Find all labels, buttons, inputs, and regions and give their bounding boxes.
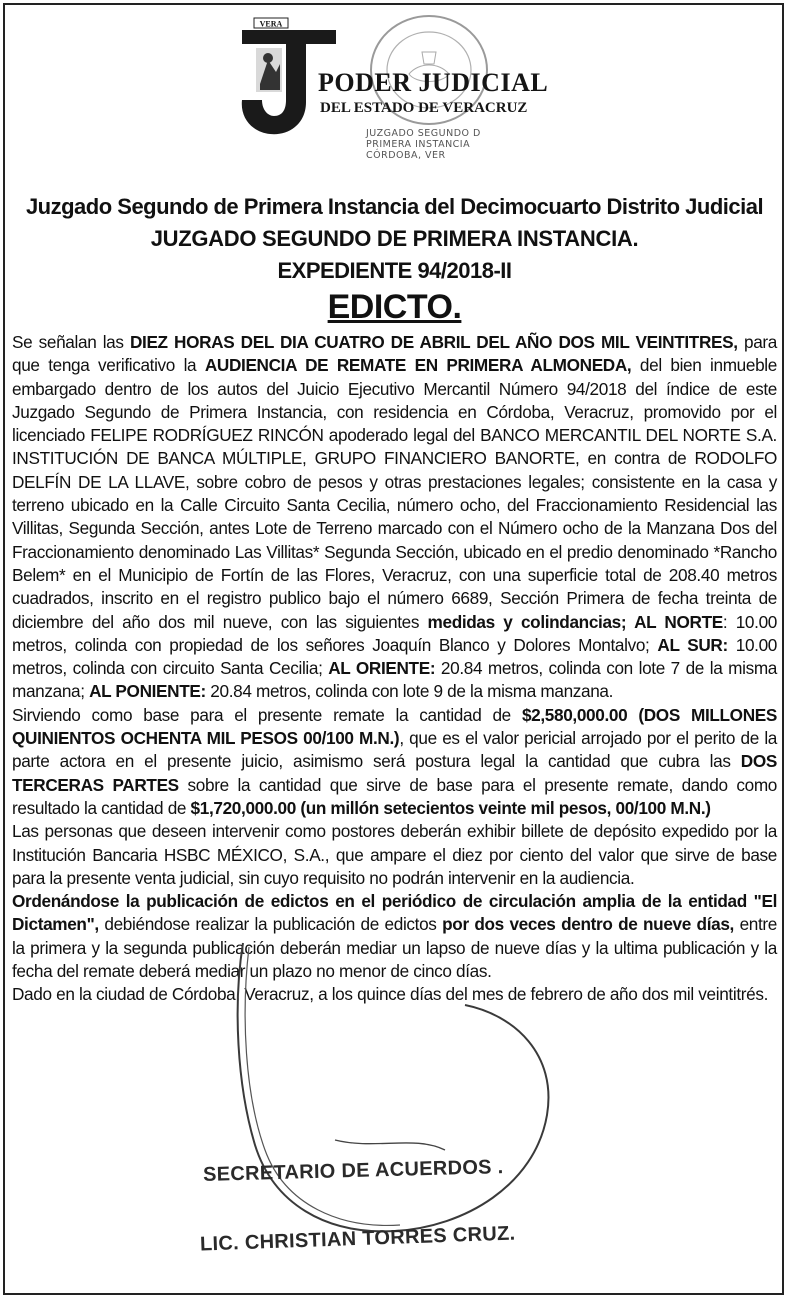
stamp-line: PRIMERA INSTANCIA — [366, 139, 471, 150]
signer-role: SECRETARIO DE ACUERDOS . — [202, 1156, 504, 1186]
paragraph-price — [12, 704, 777, 820]
institution-subtitle: DEL ESTADO DE VERACRUZ — [320, 100, 528, 116]
legal-bid-amount: $1,720,000.00 (un millón setecientos veinte mil pesos, 00/100 M.N.) — [190, 797, 711, 818]
hearing-type: AUDIENCIA DE REMATE EN PRIMERA ALMONEDA, — [204, 355, 632, 376]
paragraph-hearing — [12, 331, 777, 704]
edict-body — [12, 331, 777, 1007]
text-run: 10.00 metros, colinda con circuito Santa Cecilia; — [12, 634, 778, 679]
signer-name: LIC. CHRISTIAN TORRES CRUZ. — [199, 1222, 516, 1256]
emblem-text: VERA — [259, 19, 283, 29]
institution-title: PODER JUDICIAL — [318, 68, 549, 97]
text-run: 20.84 metros, colinda con lote 7 de la misma manzana; — [12, 658, 777, 702]
text-run: entre la primera y la segunda publicación deberán mediar un lapso de nueve días y la ultima publicación y la fecha del remate deberá mediar un plazo no menor de cinco días. — [12, 914, 777, 982]
handwritten-signature-icon — [215, 935, 575, 1265]
stamp-line: CÓRDOBA, VER — [366, 150, 446, 161]
stamp-line: JUZGADO SEGUNDO D — [366, 128, 481, 139]
text-run: : 10.00 metros, colinda con propiedad de los señores Joaquín Blanco y Dolores Montalvo; — [12, 611, 777, 655]
text-run: debiéndose realizar la publicación de edictos — [98, 914, 443, 935]
edict-title: EDICTO. — [327, 288, 462, 326]
court-subtitle: JUZGADO SEGUNDO DE PRIMERA INSTANCIA. — [150, 226, 639, 251]
text-run: sobre la cantidad que sirve de base para el presente remate, dando como resultado la cantidad de — [12, 774, 777, 818]
two-thirds-label: DOS TERCERAS PARTES — [12, 751, 777, 795]
court-stamp — [366, 128, 506, 161]
south-label: AL SUR: — [657, 634, 728, 655]
court-title: Juzgado Segundo de Primera Instancia del Decimocuarto Distrito Judicial — [25, 194, 764, 219]
text-run: , que es el valor pericial arrojado por el perito de la parte actora en el presente juicio, asimismo será postura legal la cantidad que cubra las — [12, 728, 778, 772]
text-run: del bien inmueble embargado dentro de los autos del Juicio Ejecutivo Mercantil Número 94/2018 del índice de este Juzgado Segundo de Primera Instancia, con residencia en Córdoba, Veracruz, promovido por el licenciado FELIPE RODRÍGUEZ RINCÓN apoderado legal del BANCO MERCANTIL DEL NORTE S.A. INSTITUCIÓN DE BANCA MÚLTIPLE, GRUPO FINANCIERO BANORTE, en contra de RODOLFO DELFÍN DE LA LLAVE, sobre cobro de pesos y otras prestaciones legales; consistente en la casa y terreno ubicado en la Calle Circuito Santa Cecilia, número ocho, del Fraccionamiento Residencial las Villitas, Segunda Sección, antes Lote de Terreno marcado con el Número ocho de la Manzana Dos del Fraccionamiento denominado Las Villitas* Segunda Sección, ubicado en el predio denominado *Rancho Belem* en el Municipio de Fortín de las Flores, Veracruz, con una superficie total de 208.40 metros cuadrados, inscrito en el registro publico bajo el número 6689, Sección Primera de fecha treinta de diciembre del año dos mil nueve, con las siguientes — [12, 355, 777, 632]
header-logo — [226, 12, 556, 182]
base-amount: $2,580,000.00 (DOS MILLONES QUINIENTOS OCHENTA MIL PESOS 00/100 M.N.) — [12, 704, 777, 749]
publication-frequency: por dos veces dentro de nueve días, — [442, 914, 734, 935]
paragraph-date: Dado en la ciudad de Córdoba, Veracruz, a los quince días del mes de febrero de año dos mil veintitrés. — [12, 984, 768, 1005]
west-label: AL PONIENTE: — [89, 681, 206, 702]
boundaries-label: medidas y colindancias; AL NORTE — [427, 611, 723, 632]
text-run: Se señalan las — [12, 332, 130, 352]
east-label: AL ORIENTE: — [328, 658, 436, 679]
text-run: 20.84 metros, colinda con lote 9 de la misma manzana. — [205, 681, 614, 702]
text-run: Sirviendo como base para el presente remate la cantidad de — [12, 704, 522, 725]
case-number: EXPEDIENTE 94/2018-II — [277, 258, 512, 283]
text-run: para que tenga verificativo la — [12, 332, 777, 376]
paragraph-bidders: Las personas que deseen intervenir como postores deberán exhibir billete de depósito expedido por la Institución Bancaria HSBC MÉXICO, S.A., que ampare el diez por ciento del valor que sirve de base para la presente venta judicial, sin cuyo requisito no podrán intervenir en la audiencia. — [12, 821, 777, 888]
publication-order: Ordenándose la publicación de edictos en el periódico de circulación amplia de la entidad "El Dictamen", — [12, 891, 777, 935]
hearing-date: DIEZ HORAS DEL DIA CUATRO DE ABRIL DEL AÑO DOS MIL VEINTITRES, — [129, 332, 738, 352]
